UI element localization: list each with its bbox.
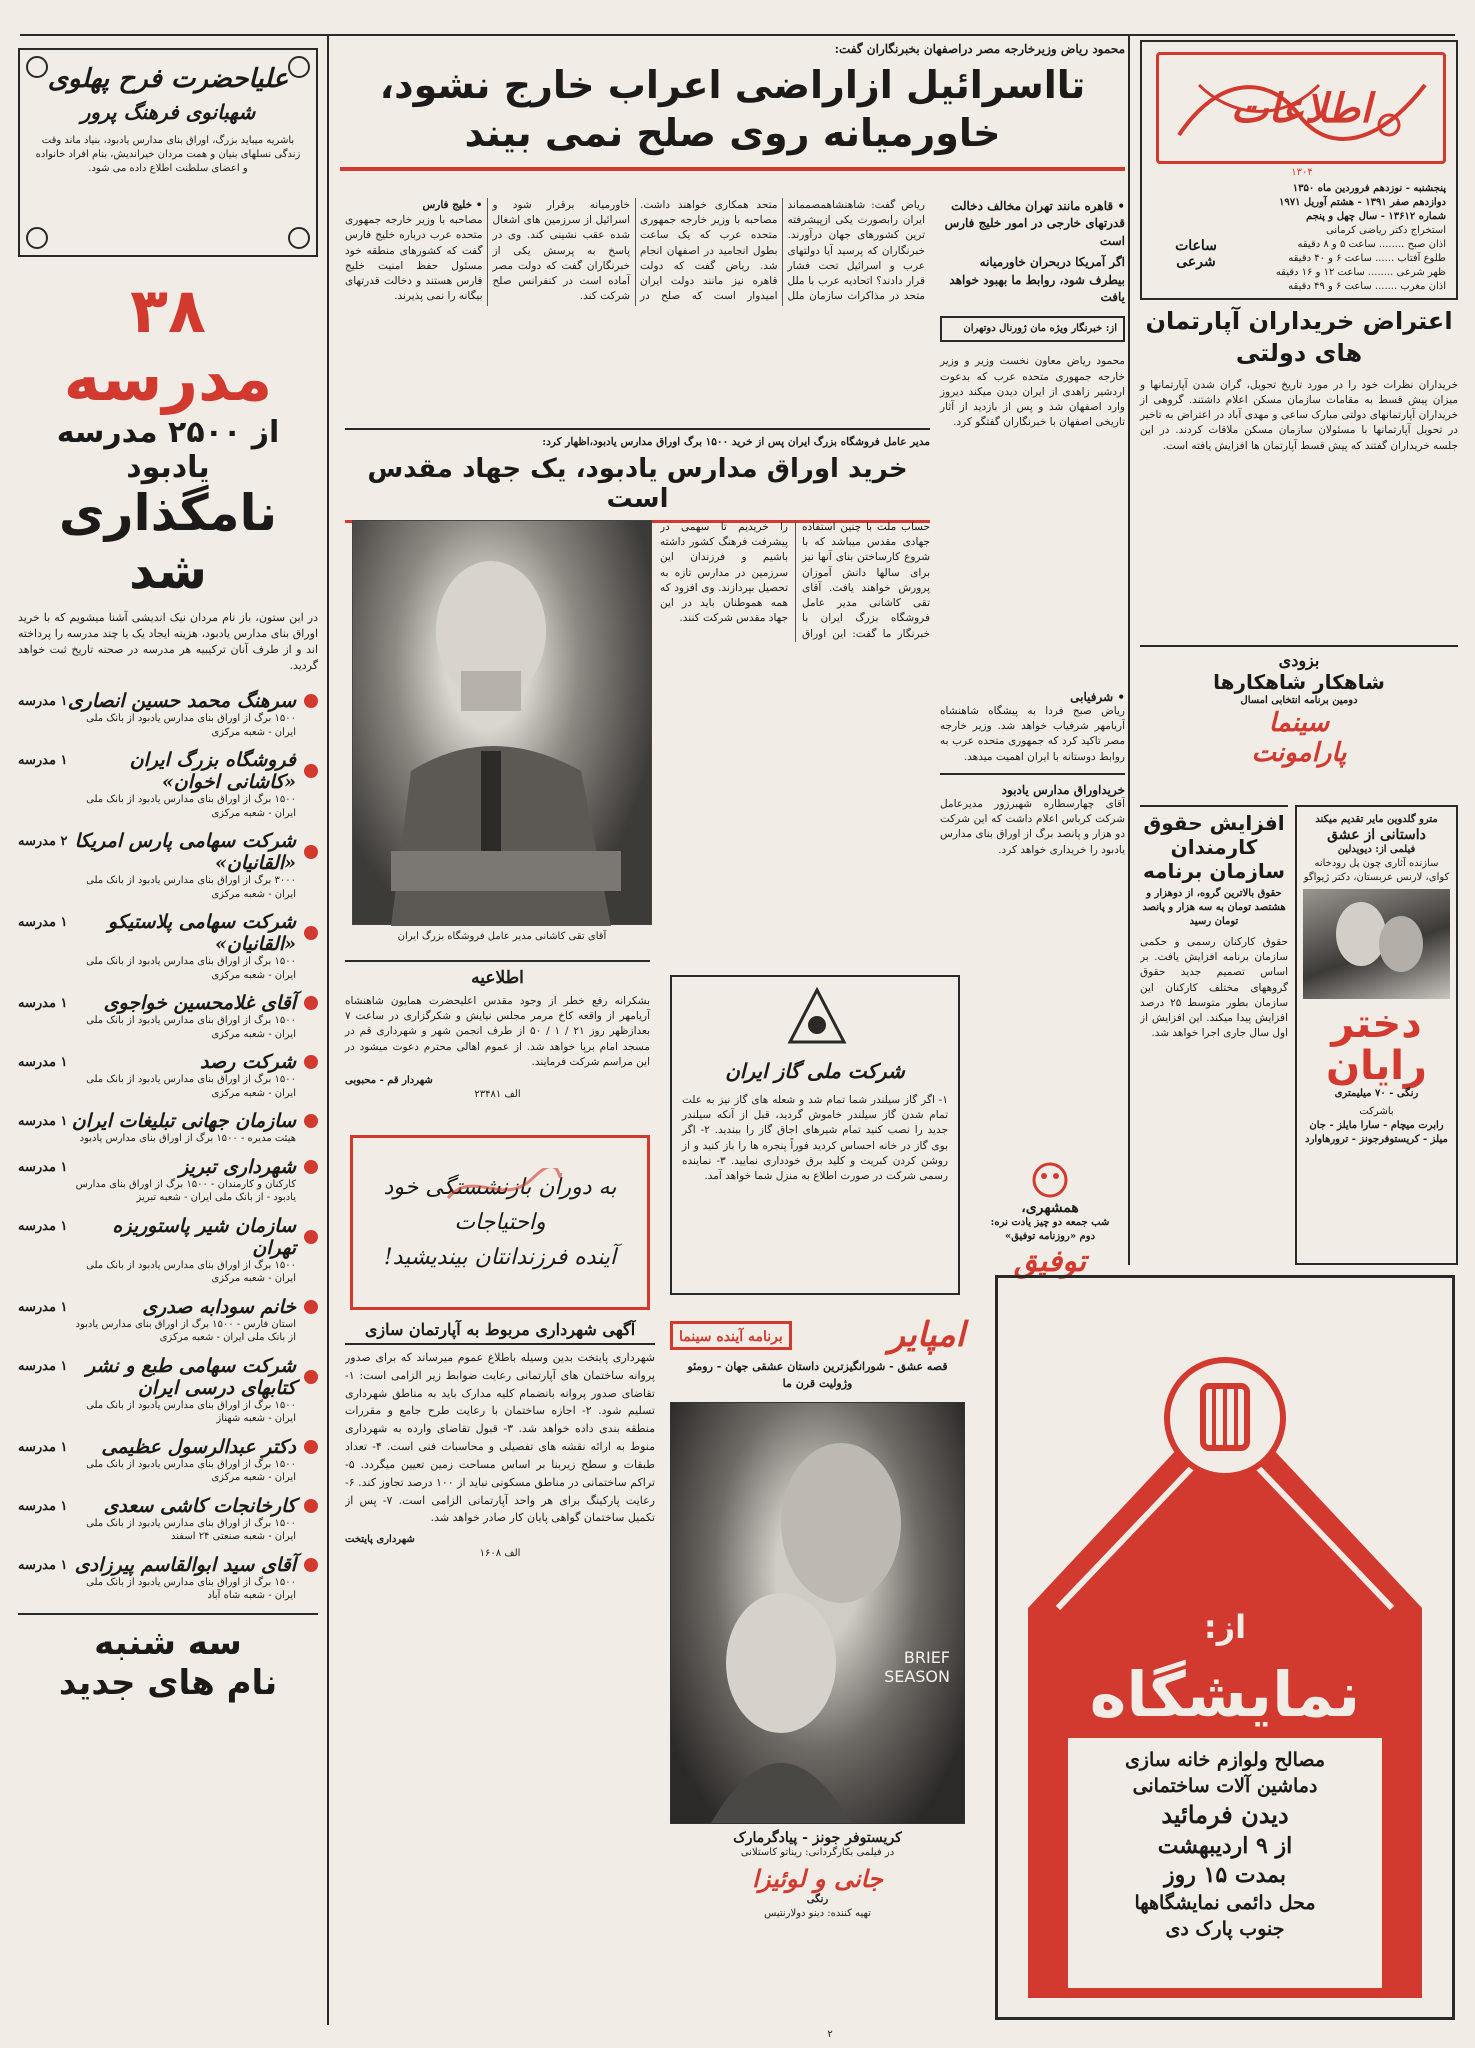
municipal-title: آگهی شهرداری مربوط به آپارتمان سازی bbox=[364, 1320, 636, 1339]
ornament-icon bbox=[288, 56, 310, 78]
film2-creator: سازنده آثاری چون پل رودخانه کوای، لارنس عربستان، دکتر ژیواگو bbox=[1303, 858, 1450, 883]
salary-headline: کارمندان bbox=[1170, 835, 1258, 859]
date-line: پنجشنبه - نوزدهم فروردین ماه ۱۳۵۰ bbox=[1292, 183, 1446, 194]
royal-title: علیاحضرت فرح پهلوی bbox=[47, 64, 289, 94]
portrait-figure-icon bbox=[351, 521, 651, 926]
news-column bbox=[940, 430, 1125, 1230]
school-headline-big: ۳۸ مدرسه bbox=[63, 274, 273, 416]
exhibition-line: جنوب پارک دی bbox=[1165, 1917, 1285, 1940]
cinema-poster bbox=[670, 1402, 965, 1824]
school-count: ۱ مدرسه bbox=[18, 1439, 68, 1455]
bullet-icon bbox=[304, 1440, 318, 1454]
bullet-icon bbox=[304, 1370, 318, 1384]
gas-body: ۱- اگر گاز سیلندر شما تمام شد و شعله های گاز نیز به علت تمام شدن گاز سیلندر خاموش گردید، قبل از آنکه سیلندر جدید را نصب کنید تمام شیرهای اجاق گاز را ببندید. ۲- اگر بوی گاز در خانه احساس کردید فوراً پنجره ها را باز کنید و از روشن کردن کبریت و کلید برق خودداری نمایید. ۳- نماینده رسمی شرکت در صورت اطلاع به منزل شما خواهد آمد. bbox=[682, 1094, 948, 1183]
royal-note: باشریه میباید بزرگ، اوراق بنای مدارس یادبود، بنیاد ماند وقت زندگی نسلهای بنیان و همت مردان خیراندیش، بنام افراد خانواده و اعضای سلطنت اطلاع داده می شود. bbox=[35, 135, 301, 174]
school-details: استان فارس - ۱۵۰۰ برگ از اوراق بنای مدارس یادبود از بانک ملی ایران - شعبه مرکزی bbox=[75, 1318, 296, 1344]
poster-couple-icon bbox=[671, 1403, 964, 1823]
exhibition-line: مصالح ولوازم خانه سازی bbox=[1124, 1749, 1326, 1771]
ryans-daughter-ad bbox=[1295, 805, 1458, 1265]
gas-company-logo-icon bbox=[787, 987, 847, 1047]
school-details: هیئت مدیره - ۱۵۰۰ برگ از اوراق بنای مدارس یادبود bbox=[79, 1133, 296, 1145]
story-body-col: محمود ریاض معاون نخست وزیر و وزیر خارجه جمهوری متحده عرب که بدعوت اردشیر زاهدی از ایران دیدن میکند دیروز وارد اصفهان شد و پس از بازدید از آثار تاریخی اصفهان با خبرنگاران گفتگو کرد. bbox=[940, 355, 1125, 429]
list-item bbox=[18, 830, 318, 901]
gulf-body: مصاحبه با وزیر خارجه جمهوری متحده عرب درباره خلیج فارس گفت که کشورهای منطقه خود مسئول حفظ امنیت خلیج فارس هستند و دخالت قدرتهای بیگانه را نمی پذیرند. bbox=[345, 214, 483, 303]
prayer-label: ساعات شرعی bbox=[1175, 238, 1217, 270]
list-item bbox=[18, 1296, 318, 1345]
divider bbox=[1140, 805, 1288, 807]
municipal-notice bbox=[345, 1320, 655, 2020]
school-headline-main: نامگذاری شد bbox=[58, 484, 278, 600]
byline: از: خبرنگار ویژه مان ژورنال دوتهران bbox=[963, 323, 1117, 335]
news-heading: خریداوراق مدارس یادبود bbox=[1001, 782, 1125, 797]
cinema-name: امپایر bbox=[888, 1315, 965, 1355]
school-count: ۱ مدرسه bbox=[18, 1498, 68, 1514]
film2-title: داستانی از عشق bbox=[1327, 827, 1426, 843]
list-item bbox=[18, 1355, 318, 1426]
school-headline-sub: از ۲۵۰۰ مدرسه یادبود bbox=[56, 415, 280, 486]
school-count: ۱ مدرسه bbox=[18, 1557, 68, 1573]
news-body: آقای چهارسطاره شهبرزور مدیرعامل شرکت کرباس اعلام داشت که این شرکت دو هزار و پانصد برگ از اوراق بنای مدارس یادبود را خریداری خواهد کرد. bbox=[940, 797, 1125, 856]
divider bbox=[345, 1343, 655, 1345]
towfigh-line: همشهری، bbox=[1021, 1200, 1079, 1216]
school-donor: خانم سودابه صدری bbox=[142, 1295, 296, 1318]
column-rule bbox=[1128, 35, 1130, 1265]
municipal-code: الف ۱۶۰۸ bbox=[479, 1548, 521, 1560]
bonds-story bbox=[345, 428, 930, 523]
bonds-kicker: مدیر عامل فروشگاه بزرگ ایران پس از خرید ۱۵۰۰ برگ اوراق مدارس یادبود،اظهار کرد: bbox=[542, 436, 930, 448]
exhibition-ad bbox=[995, 1275, 1455, 2020]
cinema-ad bbox=[670, 1315, 965, 2025]
school-count: ۱ مدرسه bbox=[18, 1055, 68, 1071]
school-count: ۱ مدرسه bbox=[18, 1358, 68, 1374]
program-badge bbox=[670, 1321, 792, 1350]
masthead bbox=[1140, 40, 1458, 300]
towfigh-line: شب جمعه دو چیز یادت نره: bbox=[990, 1217, 1110, 1228]
insurance-line: به دوران بازنشستگی خود واحتیاجات bbox=[383, 1174, 617, 1235]
exhibition-line: محل دائمی نمایشگاهها bbox=[1134, 1892, 1316, 1915]
school-details: ۱۵۰۰ برگ از اوراق بنای مدارس یادبود از بانک ملی ایران - شعبه مرکزی bbox=[86, 1074, 296, 1099]
salary-story bbox=[1140, 805, 1288, 1265]
gulf-heading: • خلیج فارس bbox=[422, 199, 483, 211]
school-details: ۱۵۰۰ برگ از اوراق بنای مدارس یادبود از بانک ملی ایران - شعبه شاه آباد bbox=[86, 1576, 296, 1602]
apartments-headline: اعتراض خریداران آپارتمان های دولتی bbox=[1145, 307, 1453, 368]
divider bbox=[345, 428, 930, 430]
film-color: رنگی bbox=[806, 1894, 829, 1905]
byline-box bbox=[940, 316, 1125, 342]
insurance-ad bbox=[350, 1135, 650, 1310]
school-donor: سرهنگ محمد حسین انصاری bbox=[67, 690, 296, 713]
school-count: ۱ مدرسه bbox=[18, 753, 68, 769]
date-line: استخراج دکتر ریاضی کرمانی bbox=[1326, 225, 1446, 236]
mascot-icon bbox=[1030, 1160, 1070, 1200]
film2-stars-label: باشرکت bbox=[1359, 1106, 1394, 1117]
exhibition-title: نمایشگاه bbox=[1089, 1658, 1361, 1731]
school-donor: فروشگاه بزرگ ایران «کاشانی اخوان» bbox=[129, 749, 296, 794]
bullet-icon bbox=[304, 1300, 318, 1314]
school-details: ۱۵۰۰ برگ از اوراق بنای مدارس یادبود از بانک ملی ایران - شعبه مرکزی bbox=[86, 1259, 296, 1285]
bonds-body-text: حساب ملت با چنین استفاده جهادی مقدس میباشد که با شروع کارساختن بنای آنها نیز برای سالها دانش آموزان پرورش خواهند یافت. آقای تقی کاشانی مدیر عامل فروشگاه بزرگ ایران با خبرنگار ما گفت: این اوراق را خریدیم تا سهمی در پیشرفت فرهنگ کشور داشته باشیم و فرزندان این سرزمین در مدارس تازه به تحصیل بپردازند. وی افزود که همه هموطنان باید در این جهاد مقدس شرکت کنند. bbox=[660, 521, 930, 640]
school-details: ۱۵۰۰ برگ از اوراق بنای مدارس یادبود از بانک ملی ایران - شعبه مرکزی bbox=[86, 1458, 296, 1484]
bullet-icon bbox=[304, 1055, 318, 1069]
school-footer-day: سه شنبه bbox=[94, 1622, 242, 1663]
para-name: پارامونت bbox=[1251, 738, 1347, 768]
towfigh-brand: توفیق bbox=[1013, 1244, 1087, 1279]
school-count: ۱ مدرسه bbox=[18, 1299, 68, 1315]
royal-box bbox=[18, 48, 318, 257]
ornament-icon bbox=[26, 56, 48, 78]
school-count: ۱ مدرسه bbox=[18, 1218, 68, 1234]
film-producer: تهیه کننده: دینو دولارنتیس bbox=[764, 1908, 871, 1919]
school-count: ۱ مدرسه bbox=[18, 915, 68, 931]
school-donor: کارخانجات کاشی سعدی bbox=[103, 1494, 296, 1517]
story-headline: تااسرائیل ازاراضی اعراب خارج نشود، bbox=[379, 63, 1086, 107]
school-details: کارکنان و کارمندان - ۱۵۰۰ برگ از اوراق بنای مدارس یادبود - از بانک ملی ایران - شعبه تبریز bbox=[75, 1178, 296, 1204]
news-heading: • شرفیابی bbox=[1070, 690, 1125, 704]
page-marker: ۲ bbox=[827, 2029, 833, 2040]
prayer-time: ظهر شرعی ........ ساعت ۱۲ و ۱۶ دقیقه bbox=[1275, 267, 1446, 278]
notice-body: بشکرانه رفع خطر از وجود مقدس اعلیحضرت همایون شاهنشاه آریامهر از واقعه کاخ مرمر مجلس نیایش و شکرگزاری در ساعت ۷ بعدازظهر روز ۲۱ / ۱ / ۵۰ از طرف انجمن شهر و شهرداری قم در مسجد امام برپا خواهد شد. از عموم اهالی محترم دعوت میشود در این مراسم شرکت فرمایند. bbox=[345, 995, 650, 1068]
apartments-body: خریداران نظرات خود را در مورد تاریخ تحویل، گران شدن آپارتمانها و میزان پیش قسط به مقامات سازمان مسکن اعلام داشتند. گروهی از خریداران آپارتمانهای دولتی مبارک ساعی و مهدی آباد در اعتراض به تاخیر در تحویل آپارتمانها با مسئولان سازمان مسکن ملاقات کردند. در این جلسه خریداران گفتند که پیش قسط آپارتمان ها افزایش یافته است. bbox=[1140, 378, 1458, 452]
bullet-icon bbox=[304, 694, 318, 708]
list-item bbox=[18, 992, 318, 1041]
cinema-stars: کریستوفر جونز - پیادگرمارک bbox=[733, 1830, 902, 1846]
bullet-icon bbox=[304, 764, 318, 778]
cinema-director: در فیلمی بکارگردانی: ریناتو کاستلانی bbox=[740, 1847, 895, 1858]
film2-color: رنگی - ۷۰ میلیمتری bbox=[1334, 1088, 1419, 1099]
para-subtitle: دومین برنامه انتخابی امسال bbox=[1240, 695, 1358, 706]
date-line: شماره ۱۳۶۱۲ - سال چهل و پنجم bbox=[1306, 211, 1446, 222]
notice-title: اطلاعیه bbox=[471, 968, 524, 988]
divider bbox=[18, 1613, 318, 1615]
bullet-icon bbox=[304, 1558, 318, 1572]
school-details: ۱۵۰۰ برگ از اوراق بنای مدارس یادبود از بانک ملی ایران - شعبه مرکزی bbox=[86, 794, 296, 819]
salary-sub: حقوق بالاترین گروه، از دوهزار و هشتصد تومان به سه هزار و پانصد تومان رسید bbox=[1142, 888, 1286, 927]
bullet-icon bbox=[304, 1114, 318, 1128]
gas-ad bbox=[670, 975, 960, 1295]
school-details: ۱۵۰۰ برگ از اوراق بنای مدارس یادبود از بانک ملی ایران - شعبه مرکزی bbox=[86, 713, 296, 738]
film2-big-title: دختر رایان bbox=[1326, 1001, 1427, 1089]
program-label: برنامه آینده سینما bbox=[679, 1328, 783, 1345]
page-top-rule bbox=[20, 34, 1455, 36]
school-footer-names: نام های جدید bbox=[58, 1662, 278, 1703]
film2-stars: رابرت میچام - سارا مایلز - جان میلز - کریستوفرجونز - ترورهاوارد bbox=[1305, 1120, 1448, 1145]
story-subbody: اگر آمریکا دربحران خاورمیانه بیطرف شود، روابط ما بهبود خواهد یافت bbox=[949, 255, 1125, 304]
municipal-sign: شهرداری پایتخت bbox=[345, 1534, 415, 1546]
top-story bbox=[340, 42, 1125, 171]
story-subhead: • قاهره مانند تهران مخالف دخالت قدرتهای خارجی در امور خلیج فارس است bbox=[944, 199, 1125, 248]
school-donor: سازمان شیر پاستوریزه تهران bbox=[112, 1214, 296, 1259]
date-line: دوازدهم صفر ۱۳۹۱ - هشتم آوریل ۱۹۷۱ bbox=[1278, 197, 1446, 208]
gas-brand: شرکت ملی گاز ایران bbox=[725, 1059, 905, 1083]
school-details: ۱۵۰۰ برگ از اوراق بنای مدارس یادبود از بانک ملی ایران - شعبه شهناز bbox=[86, 1399, 296, 1425]
bullet-icon bbox=[304, 926, 318, 940]
exhibition-line: بمدت ۱۵ روز bbox=[1164, 1862, 1286, 1889]
top-story-right bbox=[940, 198, 1125, 430]
school-donor: شهرداری تبریز bbox=[179, 1155, 296, 1178]
salary-body: حقوق کارکنان رسمی و حکمی سازمان برنامه افزایش یافت. بر اساس تصمیم جدید حقوق گروههای مختلف کارکنان این سازمان بطور متوسط ۲۵ درصد افزایش پیدا میکند. این افزایش از اول سال جاری اجرا خواهد شد. bbox=[1140, 936, 1288, 1040]
exhibition-line: دیدن فرمائید bbox=[1161, 1800, 1289, 1830]
school-donor: شرکت سهامی پارس امریکا «القانیان» bbox=[74, 830, 296, 875]
school-donor: شرکت سهامی طبع و نشر کتابهای درسی ایران bbox=[86, 1354, 296, 1399]
notice-code: الف ۲۳۴۸۱ bbox=[474, 1089, 521, 1101]
bullet-icon bbox=[304, 1230, 318, 1244]
school-donor: آقای سید ابوالقاسم پیرزادی bbox=[74, 1553, 296, 1576]
school-details: ۳۰۰۰ برگ از اوراق بنای مدارس یادبود از بانک ملی ایران - شعبه مرکزی bbox=[86, 875, 296, 900]
list-item bbox=[18, 1554, 318, 1603]
film-title: جانی و لوئیزا bbox=[752, 1864, 883, 1893]
portrait-photo bbox=[352, 520, 652, 925]
list-item bbox=[18, 1156, 318, 1205]
list-item bbox=[18, 1495, 318, 1544]
film2-subtitle: فیلمی از: دیویدلین bbox=[1337, 844, 1416, 855]
para-title: شاهکار شاهکارها bbox=[1213, 670, 1385, 694]
logo-year: ۱۳۰۴ bbox=[1291, 167, 1313, 178]
flourish-icon bbox=[443, 1168, 563, 1208]
ornament-icon bbox=[288, 227, 310, 249]
cinema-tagline: قصه عشق - شورانگیزترین داستان عشقی جهان - رومئو وژولیت قرن ما bbox=[687, 1360, 948, 1390]
paramount-ad bbox=[1140, 645, 1458, 795]
list-item bbox=[18, 1215, 318, 1286]
school-details: ۱۵۰۰ برگ از اوراق بنای مدارس یادبود از بانک ملی ایران - شعبه صنعتی ۲۴ اسفند bbox=[86, 1517, 296, 1543]
salary-headline: افزایش حقوق bbox=[1143, 811, 1285, 835]
list-item bbox=[18, 1051, 318, 1100]
exhibition-line: از ۹ اردیبهشت bbox=[1157, 1832, 1293, 1859]
divider bbox=[940, 773, 1125, 775]
exhibition-details bbox=[1068, 1748, 1382, 1942]
list-item bbox=[18, 1110, 318, 1146]
list-item bbox=[18, 749, 318, 820]
school-details: ۱۵۰۰ برگ از اوراق بنای مدارس یادبود از بانک ملی ایران - شعبه مرکزی bbox=[86, 1015, 296, 1040]
film2-photo bbox=[1303, 889, 1450, 999]
towfigh-ad bbox=[975, 1160, 1125, 1279]
school-donor: دکتر عبدالرسول عظیمی bbox=[101, 1435, 296, 1458]
apartments-story bbox=[1140, 305, 1458, 454]
school-column bbox=[18, 48, 318, 2023]
logo bbox=[1156, 52, 1446, 164]
headline-red-rule bbox=[340, 167, 1125, 171]
notice-sign: شهردار قم - محبوبی bbox=[345, 1075, 433, 1087]
list-item bbox=[18, 911, 318, 982]
divider bbox=[1140, 645, 1458, 647]
school-donor: شرکت رصد bbox=[199, 1051, 296, 1074]
story-body: ریاض گفت: شاهنشاهمصمماند ایران رابصورت یکی ازپیشرفته ترین کشورهای جهان درآورند. خبرنگاران که پرسید آیا دولتهای عرب و اسرائیل تحت فشار قرار دادند؟ اتحادیه عرب با ملل متحد در مذاکرات سازمان ملل متحد همکاری خواهند داشت. مصاحبه با وزیر خارجه جمهوری متحده عرب که یک ساعت بطول انجامید در اصفهان انجام شد. ریاض گفت که دولت قاهره نیز مانند دولت ایران امیدوار است که صلح در خاورمیانه برقرار شود و اسرائیل از سرزمین های اشغال شده عقب نشینی کند. وی در پاسخ به پرسش یکی از خبرنگاران گفت که دولت مصر آماده است در کنفرانس صلح شرکت کند. bbox=[492, 199, 925, 303]
exhibition-line: دماشین آلات ساختمانی bbox=[1132, 1774, 1318, 1797]
list-item bbox=[18, 1436, 318, 1485]
qom-notice bbox=[345, 960, 650, 1102]
para-cinema: سینما bbox=[1268, 708, 1330, 738]
column-rule bbox=[327, 35, 329, 2025]
prayer-time: اذان صبح ........ ساعت ۵ و ۸ دقیقه bbox=[1297, 239, 1446, 250]
bullet-icon bbox=[304, 1499, 318, 1513]
film2-couple-icon bbox=[1301, 889, 1450, 999]
mgm-intro: مترو گلدوین مایر تقدیم میکند bbox=[1315, 814, 1438, 825]
exhibition-from: از: bbox=[1203, 1608, 1247, 1646]
municipal-body: شهرداری پایتخت بدین وسیله باطلاع عموم میرساند که برای صدور پروانه ساختمان های آپارتمانی رعایت ضوابط زیر الزامی است: ۱- تقاضای صدور پروانه بانضمام کلیه مدارک باید به مناطق شهرداری تسلیم شود. ۲- اجازه ساختمان با رعایت طرح جامع و مقررات منطقه بندی داده خواهد شد. ۳- قبول تقاضای وارده به شهرداری منوط به ارائه نقشه های تفصیلی و محاسبات فنی است. ۴- تعداد طبقات و سطح زیربنا بر اساس مساحت زمین تعیین میگردد. ۵- تراکم ساختمانی در مناطق مسکونی نباید از ۱۰۰ درصد تجاوز کند. ۶- رعایت پارکینگ برای هر واحد آپارتمانی الزامی است. ۷- پس از تکمیل ساختمان گواهی پایان کار صادر خواهد شد. bbox=[345, 1351, 655, 1525]
school-count: ۱ مدرسه bbox=[18, 1159, 68, 1175]
school-donor: سازمان جهانی تبلیغات ایران bbox=[71, 1110, 296, 1133]
insurance-line: آینده فرزندانتان بیندیشید! bbox=[383, 1245, 617, 1271]
prayer-time: طلوع آفتاب ...... ساعت ۶ و ۴۰ دقیقه bbox=[1288, 253, 1446, 264]
story-kicker: محمود ریاض وزیرخارجه مصر دراصفهان بخبرنگاران گفت: bbox=[834, 42, 1125, 56]
school-donor: آقای غلامحسین خواجوی bbox=[103, 992, 296, 1015]
poster-title-en: BRIEF SEASON bbox=[884, 1648, 950, 1686]
school-count: ۱ مدرسه bbox=[18, 1114, 68, 1130]
ornament-icon bbox=[26, 227, 48, 249]
prayer-time: اذان مغرب ....... ساعت ۶ و ۴۹ دقیقه bbox=[1288, 281, 1446, 292]
school-intro: در این ستون، باز نام مردان نیک اندیشی آشنا میشویم که با خرید اوراق بنای مدارس یادبود، هزینه ایجاد یک یا چند مدرسه را پرداخته اند و از طرف آنان ترکیبیه هر مدرسه در صحنه تاریخ ثبت خواهد گردید. bbox=[18, 611, 318, 673]
bonds-headline: خرید اوراق مدارس یادبود، یک جهاد مقدس است bbox=[367, 454, 908, 514]
school-list bbox=[18, 690, 318, 1603]
school-donor: شرکت سهامی پلاستیکو «القانیان» bbox=[107, 911, 296, 956]
photo-caption: آقای تقی کاشانی مدیر عامل فروشگاه بزرگ ایران bbox=[397, 931, 607, 942]
bullet-icon bbox=[304, 845, 318, 859]
school-details: ۱۵۰۰ برگ از اوراق بنای مدارس یادبود از بانک ملی ایران - شعبه مرکزی bbox=[86, 956, 296, 981]
date-block bbox=[1256, 182, 1446, 294]
salary-headline: سازمان برنامه bbox=[1142, 859, 1286, 883]
towfigh-line: دوم «روزنامه توفیق» bbox=[1004, 1231, 1096, 1242]
top-story-body bbox=[345, 198, 925, 423]
logo-text: اطلاعات bbox=[1230, 84, 1372, 132]
royal-subtitle: شهبانوی فرهنگ پرور bbox=[80, 100, 256, 124]
para-soon: بزودی bbox=[1278, 651, 1320, 670]
news-body: ریاض صبح فردا به پیشگاه شاهنشاه آریامهر شرفیاب خواهد شد. وزیر خارجه مصر تاکید کرد که جمهوری متحده عرب به روابط دوستانه با ایران اهمیت میدهد. bbox=[940, 705, 1125, 763]
bonds-body bbox=[660, 520, 930, 940]
list-item bbox=[18, 690, 318, 739]
school-count: ۲ مدرسه bbox=[18, 834, 68, 850]
bullet-icon bbox=[304, 1160, 318, 1174]
bullet-icon bbox=[304, 996, 318, 1010]
story-headline: خاورمیانه روی صلح نمی بیند bbox=[464, 110, 1001, 155]
divider bbox=[345, 960, 650, 962]
school-count: ۱ مدرسه bbox=[18, 996, 68, 1012]
school-count: ۱ مدرسه bbox=[18, 694, 68, 710]
